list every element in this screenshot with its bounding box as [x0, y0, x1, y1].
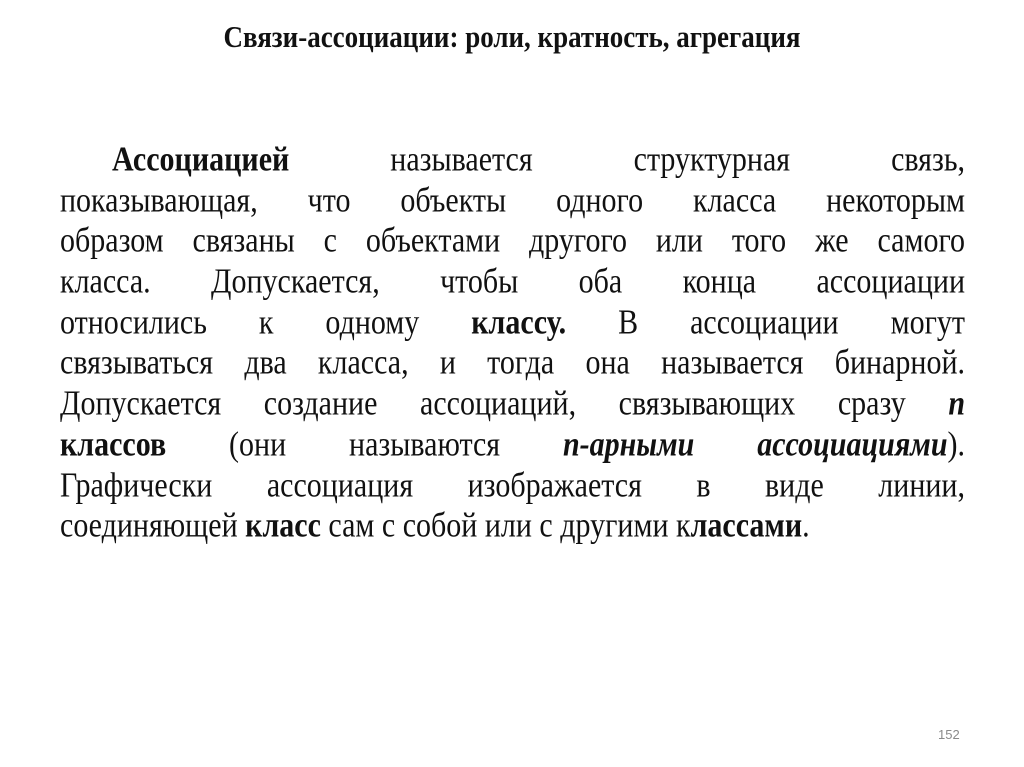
text-run: показывающая, что объекты одного класса некоторым	[60, 180, 965, 220]
text-run: образом связаны с объектами другого или того же самого	[60, 221, 965, 261]
text-run: называется структурная связь,	[289, 139, 965, 179]
text-run: связываться два класса, и тогда она называется бинарной.	[60, 343, 965, 383]
page-number: 152	[938, 727, 960, 742]
text-run: сам с собой или с другими к	[320, 506, 691, 546]
bold-italic-text-run: n	[948, 384, 965, 423]
text-run: относились к одному	[60, 302, 472, 342]
text-run: .	[802, 506, 810, 546]
slide-title: Связи-ассоциации: роли, кратность, агрегация	[223, 20, 801, 54]
bold-text-run: Ассоциацией	[112, 139, 290, 179]
text-run: соединяющей	[60, 506, 246, 546]
bold-text-run: лассами	[690, 506, 803, 546]
text-run: Графически ассоциация изображается в виде линии,	[60, 465, 965, 505]
paragraph	[60, 140, 965, 547]
bold-text-run: классу.	[471, 302, 567, 342]
text-run: ).	[947, 424, 966, 464]
paragraph-line	[60, 503, 965, 551]
text-run: Допускается создание ассоциаций, связывающих сразу	[60, 384, 949, 423]
bold-italic-text-run: n-арными ассоциациями	[562, 424, 948, 464]
text-run: В ассоциации могут	[566, 302, 965, 342]
bold-text-run: класс	[245, 506, 321, 546]
bold-text-run: классов	[60, 424, 167, 464]
text-run: (они называются	[166, 424, 563, 464]
text-run: класса. Допускается, чтобы оба конца ассоциации	[60, 261, 965, 301]
